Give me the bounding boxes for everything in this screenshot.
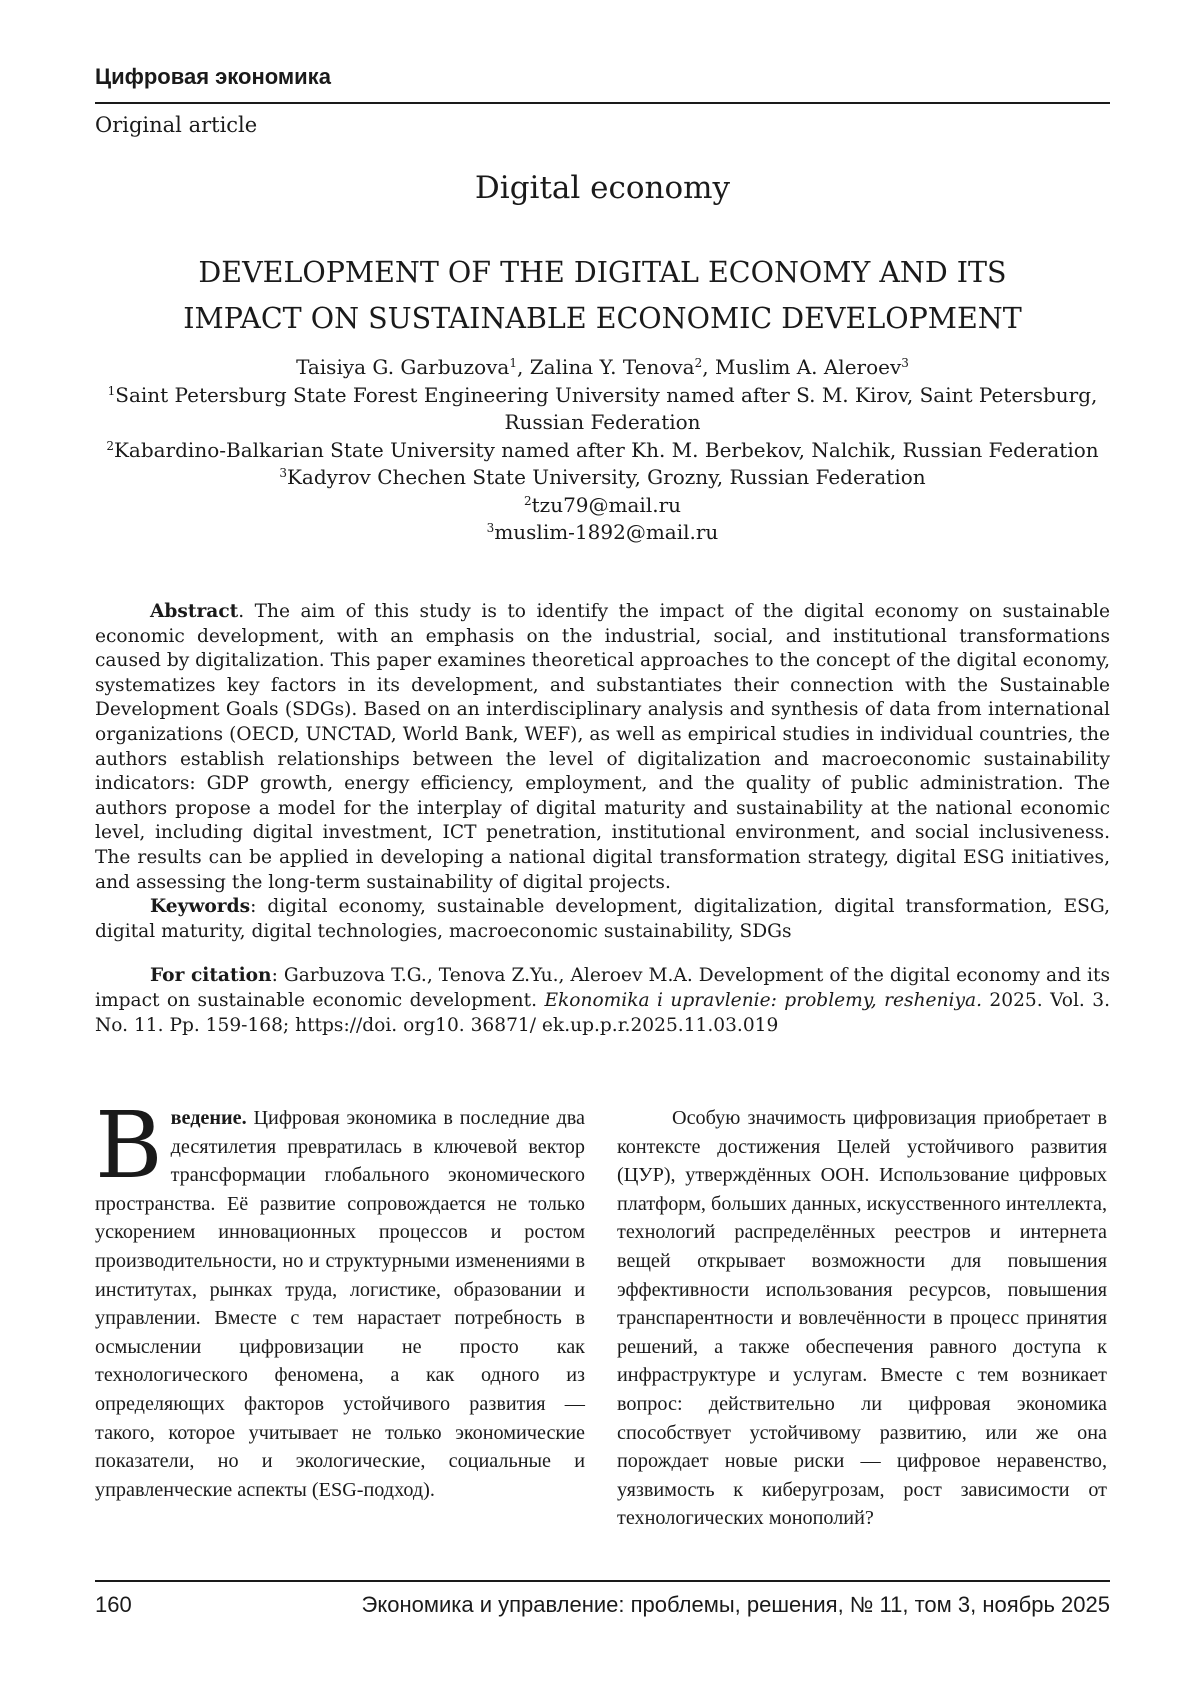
- title-line-2: IMPACT ON SUSTAINABLE ECONOMIC DEVELOPMENT: [183, 302, 1022, 335]
- affiliation: [95, 382, 1110, 437]
- abstract-paragraph: [95, 600, 1110, 895]
- header-rule: [95, 102, 1110, 104]
- author-block: [95, 354, 1110, 547]
- affiliation-text: Saint Petersburg State Forest Engineering University named after S. M. Kirov, Saint Petersburg, Russian Federation: [115, 382, 1098, 434]
- intro-label: ведение.: [170, 1107, 247, 1129]
- affiliation-mark: 2: [106, 438, 114, 453]
- affiliation-mark: 3: [279, 466, 287, 480]
- title-line-1: DEVELOPMENT OF THE DIGITAL ECONOMY AND ITS: [198, 256, 1007, 289]
- affiliation: [95, 464, 1110, 492]
- footer-rule: [95, 1580, 1110, 1582]
- affiliation-mark: 1: [107, 383, 116, 398]
- author-separator: ,: [702, 355, 715, 379]
- author-name: Muslim A. Aleroev: [714, 355, 902, 379]
- author-affiliation-mark: 3: [901, 356, 909, 370]
- intro-text: Цифровая экономика в последние два десятилетия превратилась в ключевой вектор трансформации глобального экономического пространства. Её развитие сопровождается не только ускорением инновационных процессов и ростом производительности, но и структурными изменениями в институтах, рынках труда, логистике, образовании и управлении. Вместе с тем нарастает потребность в осмыслении цифровизации не просто как технологического феномена, а как одного из определяющих факторов устойчивого развития — такого, которое учитывает не только экономические показатели, но и экологические, социальные и управленческие аспекты (ESG-подход).: [95, 1107, 585, 1501]
- affiliation-text: Kadyrov Chechen State University, Grozny, Russian Federation: [286, 465, 926, 489]
- journal-page: [95, 0, 1110, 1698]
- abstract-label: Abstract: [150, 601, 239, 622]
- email-mark: 3: [486, 521, 495, 535]
- author-separator: ,: [517, 355, 530, 379]
- author-affiliation-mark: 1: [509, 356, 517, 370]
- affiliation-text: Kabardino-Balkarian State University named after Kh. M. Berbekov, Nalchik, Russian Federation: [113, 437, 1099, 462]
- email-mark: 2: [523, 493, 532, 508]
- page-number: 160: [95, 1592, 132, 1617]
- body-column-right: [617, 1104, 1107, 1533]
- author-list: [95, 354, 1110, 382]
- keywords-paragraph: [95, 895, 1110, 944]
- email-address[interactable]: tzu79@mail.ru: [531, 492, 682, 517]
- drop-cap: В: [95, 1092, 163, 1199]
- abstract-text: . The aim of this study is to identify the impact of the digital economy on sustainable economic development, with an emphasis on the industrial, social, and institutional transformations caused by digitalization. This paper examines theoretical approaches to the concept of the digital economy, systematizes key factors in its development, and substantiates their connection with the Sustainable Development Goals (SDGs). Based on an interdisciplinary analysis and synthesis of data from international organizations (OECD, UNCTAD, World Bank, WEF), as well as empirical studies in individual countries, the authors establish relationships between the level of digitalization and macroeconomic sustainability indicators: GDP growth, energy efficiency, employment, and the quality of public administration. The authors propose a model for the interplay of digital maturity and sustainability at the national economic level, including digital investment, ICT penetration, institutional environment, and social inclusiveness. The results can be applied in developing a national digital transformation strategy, digital ESG initiatives, and assessing the long-term sustainability of digital projects.: [95, 601, 1110, 893]
- citation-text: : Garbuzova T.G., Tenova Z.Yu., Aleroev M.A. Development of the digital economy and its impact on sustainable economic development.: [95, 965, 1110, 1011]
- journal-info: Экономика и управление: проблемы, решения, № 11, том 3, ноябрь 2025: [361, 1592, 1110, 1617]
- article-type: Original article: [95, 113, 258, 137]
- email: [95, 492, 1110, 520]
- keywords-text: : digital economy, sustainable development, digitalization, digital transformation, ESG, digital maturity, digital technologies, macroeconomic sustainability, SDGs: [95, 896, 1110, 942]
- citation-label: For citation: [150, 965, 272, 987]
- author-name: Zalina Y. Tenova: [529, 355, 695, 379]
- keywords-label: Keywords: [150, 896, 251, 918]
- section-title: Digital economy: [474, 170, 731, 206]
- citation-paragraph: [95, 964, 1110, 1038]
- email: [95, 519, 1110, 547]
- citation-details: 2025. Vol. 3. No. 11. Pp. 159-168; https://doi. org10. 36871/ ek.up.p.r.2025.11.03.019: [95, 989, 1111, 1036]
- abstract-block: [95, 600, 1110, 1038]
- affiliation: [95, 437, 1110, 465]
- email-address[interactable]: muslim-1892@mail.ru: [494, 520, 719, 544]
- article-title: [95, 250, 1110, 342]
- author-name: Taisiya G. Garbuzova: [296, 355, 510, 379]
- intro-paragraph: [95, 1092, 585, 1504]
- body-paragraph: Особую значимость цифровизация приобретает в контексте достижения Целей устойчивого развития (ЦУР), утверждённых ООН. Использование цифровых платформ, больших данных, искусственного интеллекта, технологий распределённых реестров и интернета вещей открывает возможности для повышения эффективности использования ресурсов, повышения транспарентности и вовлечённости в процесс принятия решений, а также обеспечения равного доступа к инфраструктуре и услугам. Вместе с тем возникает вопрос: действительно ли цифровая экономика способствует устойчивому развитию, или же она порождает новые риски — цифровое неравенство, уязвимость к киберугрозам, рост зависимости от технологических монополий?: [617, 1107, 1107, 1530]
- body-column-left: [95, 1092, 585, 1504]
- citation-journal: Ekonomika i upravlenie: problemy, resheniya.: [544, 989, 982, 1011]
- running-title: Цифровая экономика: [95, 64, 331, 89]
- author-affiliation-mark: 2: [694, 356, 703, 370]
